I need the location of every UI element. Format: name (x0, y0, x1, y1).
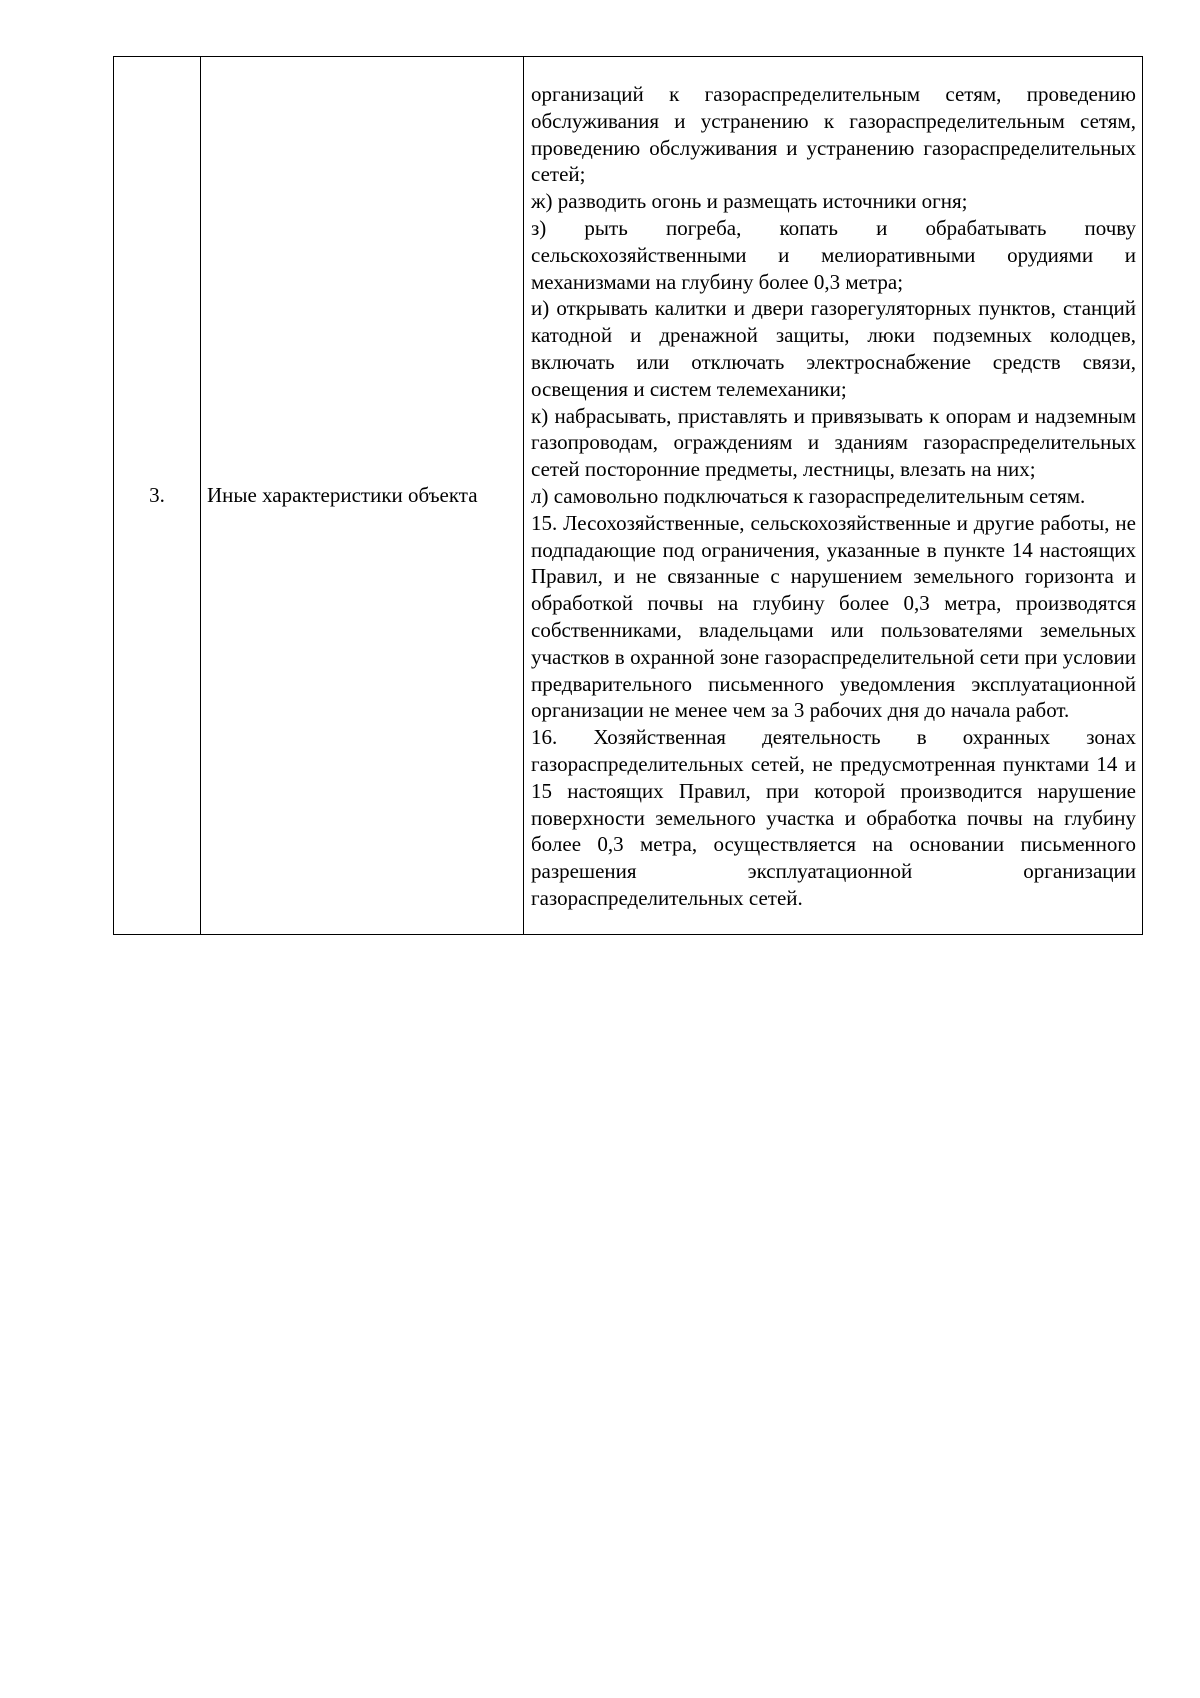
paragraph-l: л) самовольно подключаться к газораспределительным сетям. (531, 483, 1086, 508)
row-number: 3. (114, 57, 201, 935)
paragraph-k: к) набрасывать, приставлять и привязывать к опорам и надземным газопроводам, ограждениям и зданиям газораспределительных сетей посторонние предметы, лестницы, влезать на них; (531, 403, 1136, 482)
paragraph-16: 16. Хозяйственная деятельность в охранных зонах газораспределительных сетей, не предусмотренная пунктами 14 и 15 настоящих Правил, при которой производится нарушение поверхности земельного участка и обработка почвы на глубину более 0,3 метра, осуществляется на основании письменного разрешения эксплуатационной организации газораспределительных сетей. (531, 725, 1136, 910)
paragraph-z: з) рыть погреба, копать и обрабатывать почву сельскохозяйственными и мелиоративными орудиями и механизмами на глубину более 0,3 метра; (531, 215, 1136, 294)
characteristics-table (113, 56, 1143, 935)
table-row (114, 57, 1143, 935)
paragraph-15: 15. Лесохозяйственные, сельскохозяйственные и другие работы, не подпадающие под ограничения, указанные в пункте 14 настоящих Правил, и не связанные с нарушением земельного горизонта и обработкой почвы на глубину более 0,3 метра, производятся собственниками, владельцами или пользователями земельных участков в охранной зоне газораспределительной сети при условии предварительного письменного уведомления эксплуатационной организации не менее чем за 3 рабочих дня до начала работ. (531, 510, 1136, 723)
row-description (524, 57, 1143, 935)
paragraph-continuation: организаций к газораспределительным сетям, проведению обслуживания и устранению к газораспределительным сетям, проведению обслуживания и устранению газораспределительных сетей; (531, 82, 1136, 187)
paragraph-zh: ж) разводить огонь и размещать источники огня; (531, 189, 968, 214)
paragraph-i: и) открывать калитки и двери газорегуляторных пунктов, станций катодной и дренажной защиты, люки подземных колодцев, включать или отключать электроснабжение средств связи, освещения и систем телемеханики; (531, 296, 1136, 401)
row-name: Иные характеристики объекта (201, 57, 524, 935)
